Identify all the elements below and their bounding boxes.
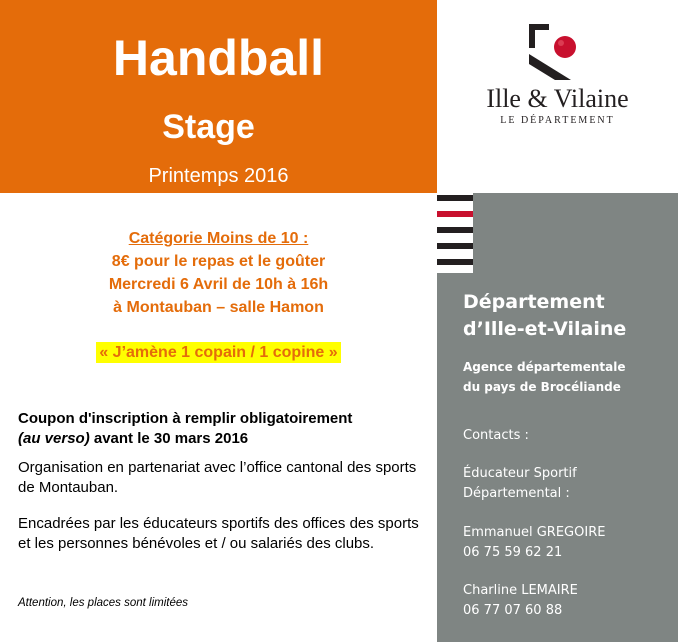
category-label: Catégorie Moins de 10 : [128, 230, 309, 247]
contact-1 [463, 523, 605, 563]
coupon-notice: Coupon d'inscription à remplir obligatoirement (au verso) avant le 30 mars 2016 [18, 410, 353, 447]
venue-label: à Montauban – salle Hamon [113, 299, 324, 316]
contact-phone: 06 77 07 60 88 [463, 603, 563, 618]
organisation-paragraph: Organisation en partenariat avec l’office cantonal des sports de Montauban. [18, 459, 417, 496]
price-label: 8€ pour le repas et le goûter [111, 253, 326, 270]
contact-2 [463, 581, 578, 621]
contact-sidebar [437, 193, 678, 642]
stripes-decoration [437, 193, 473, 273]
page-title: Handball [112, 30, 325, 86]
slogan [0, 343, 437, 363]
title-banner [0, 0, 437, 193]
contact-phone: 06 75 59 62 21 [463, 545, 563, 560]
date-label: Mercredi 6 Avril de 10h à 16h [108, 276, 329, 293]
contact-role: Éducateur Sportif Départemental : [463, 466, 577, 501]
ille-et-vilaine-logo-icon [525, 20, 585, 80]
logo-area [437, 0, 678, 193]
logo-name: Ille & Vilaine [486, 84, 629, 113]
agency-name: Agence départementale du pays de Brocéliande [463, 360, 626, 394]
supervision-paragraph: Encadrées par les éducateurs sportifs des offices des sports et les personnes bénévoles et / ou salariés des clubs. [18, 515, 419, 552]
limited-places-note: Attention, les places sont limitées [18, 597, 189, 609]
contacts-label: Contacts : [463, 428, 529, 443]
contact-name: Emmanuel GREGOIRE [463, 525, 606, 540]
logo-tagline: LE DÉPARTEMENT [500, 115, 615, 126]
department-title: Département d’Ille-et-Vilaine [463, 291, 627, 340]
contact-name: Charline LEMAIRE [463, 583, 578, 598]
season-label: Printemps 2016 [148, 165, 289, 187]
page-subtitle: Stage [162, 108, 255, 146]
slogan-text: « J’amène 1 copain / 1 copine » [96, 342, 340, 363]
